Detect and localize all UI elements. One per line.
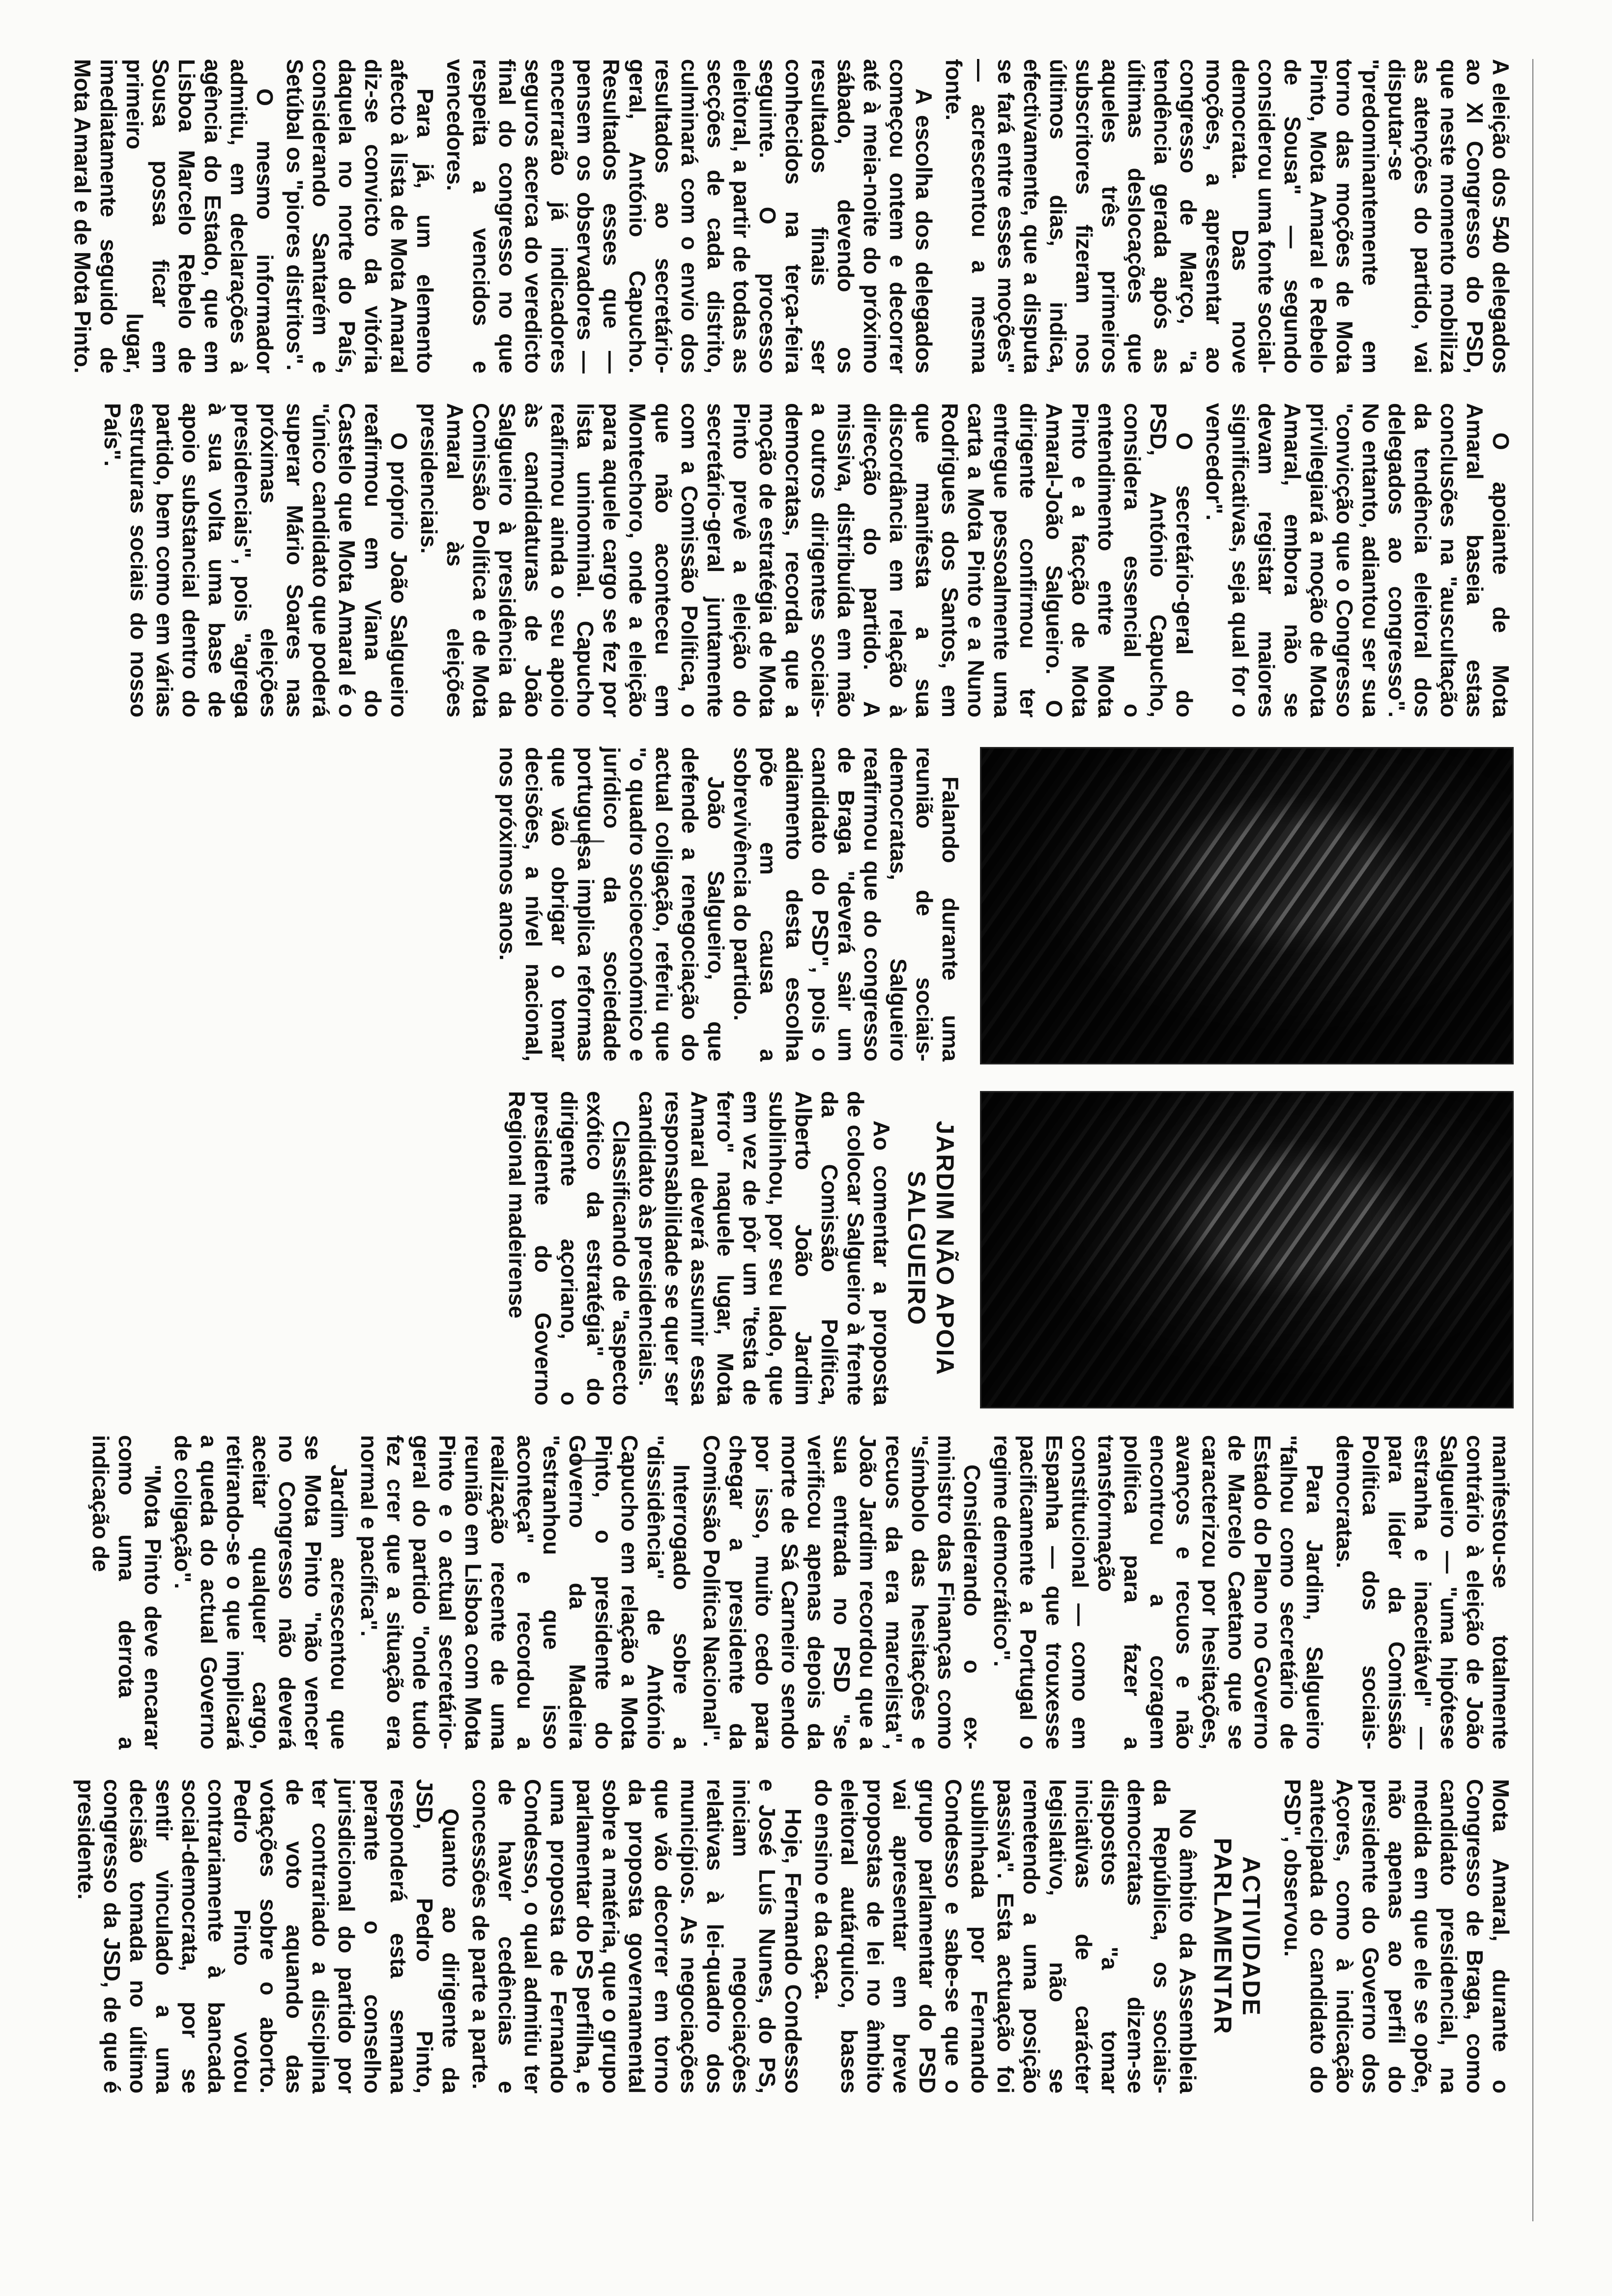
paragraph: O secretário-geral do PSD, António Capucho, considera essencial o entendimento entre Mota Pinto e a facção de Mota Amaral-João Salgueiro. O dirigente confirmou ter entregue pessoalmente uma carta a Mota Pinto e a Nuno Rodrigues dos Santos, em que manifesta a sua discordância em relação à direcção do partido. A missiva, distribuída em mão a outros dirigentes sociais-democratas, recorda que a moção de estratégia de Mota Pinto prevê a eleição do secretário-geral juntamente com a Comissão Política, o que não aconteceu em Montechoro, onde a eleição para aquele cargo se fez por lista uninominal. Capucho reafirmou ainda o seu apoio às candidaturas de João Salgueiro à presidência da Comissão Política e de Mota Amaral às eleições presidenciais. [416,403,1197,718]
paragraph: Jardim acrescentou que se Mota Pinto "não vencer no Congresso não deverá aceitar qualquer cargo, retirando-se o que implicará a queda do actual Governo de coligação". [170,1435,352,1750]
article-column-2 [95,403,1514,718]
article-column-5 [84,1435,1514,1750]
section-heading: ACTIVIDADE PARLAMENTAR [1209,1837,1265,2035]
paragraph: Interrogado sobre a "dissidência" de António Capucho em relação a Mota Pinto, o presidente do Governo da Madeira "estranhou que isso aconteça" e recordou a realização recente de uma reunião em Lisboa com Mota Pinto e o actual secretário-geral do partido "onde tudo fez crer que a situação era normal e pacífica". [356,1435,694,1750]
portrait-photo-icon [980,747,1514,1064]
paragraph: O apoiante de Mota Amaral baseia estas conclusões na "auscultação da tendência eleitoral dos delegados ao congresso". No entanto, adiantou ser sua "convicção que o Congresso privilegiará a moção de Mota Amaral, embora não se devam registar maiores significativas, seja qual for o vencedor". [1202,403,1514,718]
paragraph: Hoje, Fernando Condesso e José Luís Nunes, do PS, iniciam negociações relativas à lei-quadro dos municípios. As negociações que vão decorrer em torno da proposta governamental sobre a matéria, que o grupo parlamentar do PS perfilha, e uma proposta de Fernando Condesso, o qual admitiu ter de haver cedências e concessões de parte a parte. [468,1779,806,2094]
paragraph: Considerando o ex-ministro das Finanças como "símbolo das hesitações e recuos da era marcelista", João Jardim recordou que a sua entrada no PSD "se verificou apenas depois da morte de Sá Carneiro sendo por isso, muito cedo para chegar a presidente da Comissão Política Nacional". [699,1435,985,1750]
paragraph: Mota Amaral, durante o Congresso de Braga, como candidato presidencial, na medida em que ele se opõe, não apenas ao perfil do presidente do Governo dos Açores, como à indicação antecipada do candidato do PSD", observou. [1280,1779,1514,2094]
paragraph: O próprio João Salgueiro reafirmou em Viana do Castelo que Mota Amaral é o "único candidato que poderá superar Mário Soares nas próximas eleições presidenciais", pois "agrega à sua volta uma base de apoio substancial dentro do partido, bem como em várias estruturas sociais do nosso País". [100,403,412,718]
paragraph: "Mota Pinto deve encarar como uma derrota a indicação de [88,1435,166,1750]
top-rule [1532,59,1533,2221]
paragraph: No âmbito da Assembleia da República, os sociais-democratas dizem-se dispostos "a tomar iniciativas de carácter legislativo, não se remetendo a uma posição passiva". Esta actuação foi sublinhada por Fernando Condesso e sabe-se que o grupo parlamentar do PSD vai apresentar em breve propostas de lei no âmbito eleitoral autárquico, bases do ensino e da caça. [810,1779,1201,2094]
paragraph: Quanto ao dirigente da JSD, Pedro Pinto, responderá esta semana perante o conselho jurisdicional do partido por ter contrariado a disciplina de voto aquando das votações sobre o aborto. Pedro Pinto votou contrariamente à bancada social-democrata, por se sentir vinculado a uma decisão tomada no último congresso da JSD, de que é presidente. [73,1779,463,2094]
photo-caption [494,747,963,1062]
paragraph: Para já, um elemento afecto à lista de Mota Amaral diz-se convicto da vitória daquela no norte do País, considerando Santarém e Setúbal os "piores distritos". [282,59,438,373]
section-heading: JARDIM NÃO APOIA SALGUEIRO [903,1120,959,1376]
newspaper-article [70,59,1514,2221]
article-column-1 [65,59,1514,373]
portrait-photo-icon [980,1091,1514,1408]
paragraph: Ao comentar a proposta de colocar Salgueiro à frente da Comissão Política, Alberto João Jardim sublinhou, por seu lado, que em vez de pôr um "testa de ferro" naquele lugar, Mota Amaral deverá assumir essa responsabilidade se quer ser candidato às presidenciais. [634,1091,894,1406]
paragraph: Falando durante uma reunião de sociais-democratas, Salgueiro reafirmou que do congresso de Braga "deverá sair um candidato do PSD", pois o adiamento desta escolha põe em causa a sobrevivência do partido. [729,747,963,1062]
paragraph: A eleição dos 540 delegados ao XI Congresso do PSD, que neste momento mobiliza as atenções do partido, vai disputar-se "predominantemente em torno das moções de Mota Pinto, Mota Amaral e Rebelo de Sousa" — segundo considerou uma fonte social-democrata. Das nove moções, a apresentar ao congresso de Março, "a tendência gerada após as últimas deslocações que aqueles três primeiros subscritores fizeram nos últimos dias, indica, efectivamente, que a disputa se fará entre esses moções" — acrescentou a mesma fonte. [941,59,1514,373]
paragraph: A escolha dos delegados começou ontem e decorrer até à meia-noite do próximo sábado, devendo os resultados finais ser conhecidos na terça-feira seguinte. O processo eleitoral, a partir de todas as secções de cada distrito, culminará com o envio dos resultados ao secretário-geral, António Capucho. Resultados esses que — pensem os observadores — encerrarão já indicadores seguros acerca do veredicto final do congresso no que respeita a vencidos e vencedores. [442,59,937,373]
paragraph: Classificando de "aspecto exótico da estratégia" do dirigente açoriano, o presidente do Governo Regional madeirense [504,1091,634,1406]
paragraph: manifestou-se totalmente contrário à eleição de João Salgueiro — "uma hipótese estranha e inaceitável" — para líder da Comissão Política dos sociais-democratas. [1332,1435,1514,1750]
article-column-4 [504,1091,973,1406]
paragraph: O mesmo informador admitiu, em declarações à agência do Estado, que em Lisboa Marcelo Rebelo de Sousa possa ficar em primeiro lugar, imediatamente seguido de Mota Amaral e de Mota Pinto. [70,59,278,373]
article-column-6 [69,1779,1514,2094]
paragraph: João Salgueiro, que defende a renegociação do actual coligação, referiu que "o quadro socioeconómico e jurídico da sociedade portuguesa implica reformas que vão obrigar o tomar decisões, a nível nacional, nos próximos anos. [495,747,729,1062]
paragraph: Para Jardim, Salgueiro "falhou como secretário de Estado do Plano no Governo de Marcelo Caetano que se caracterizou por hesitações, avanços e recuos e não encontrou a coragem política para fazer a transformação constitucional — como em Espanha — que trouxesse pacificamente a Portugal o regime democrático". [989,1435,1327,1750]
